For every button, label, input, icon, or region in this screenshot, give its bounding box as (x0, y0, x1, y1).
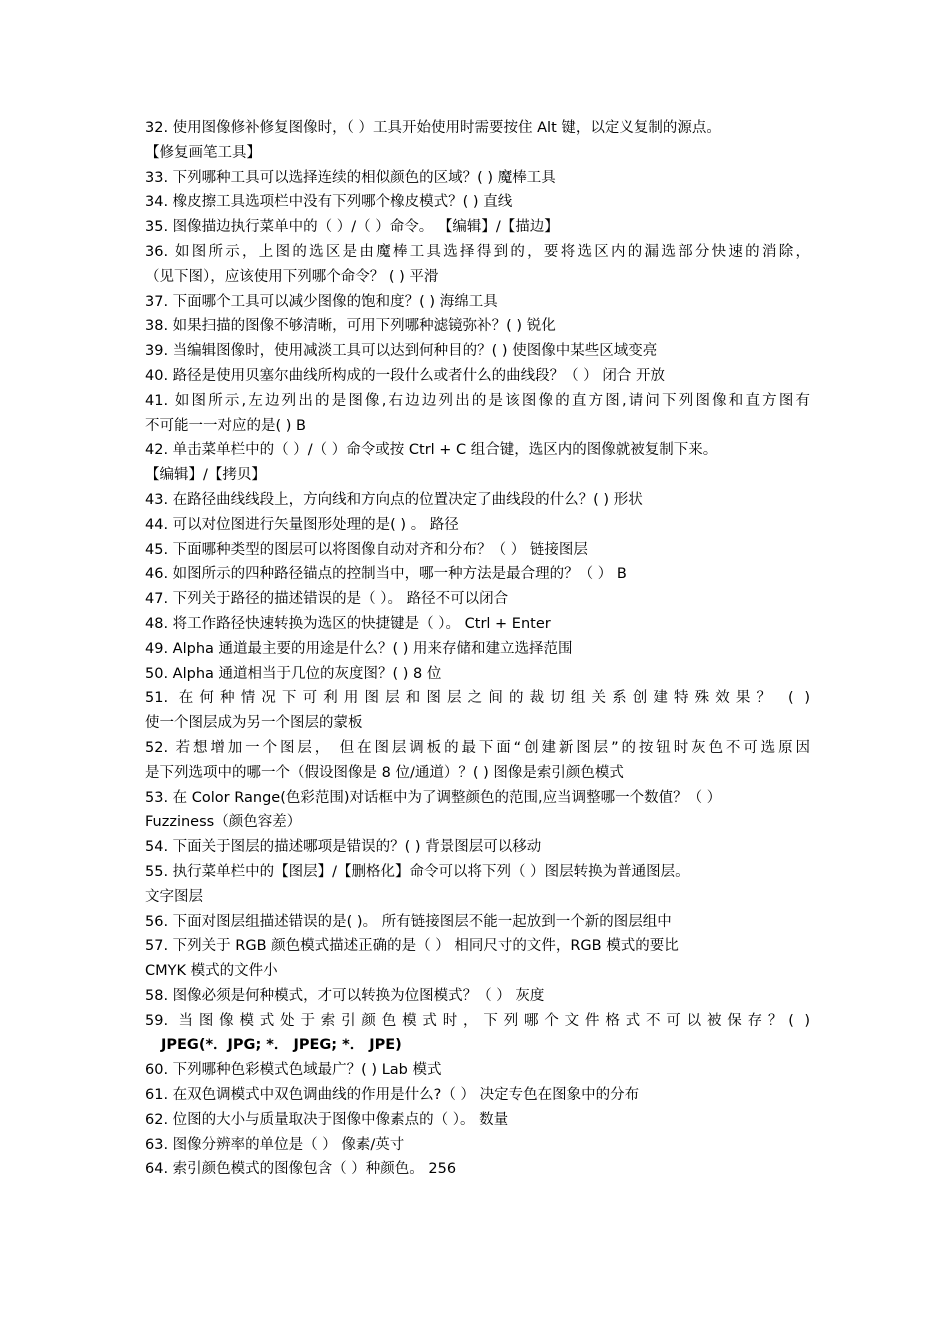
question-52-cont: 是下列选项中的哪一个（假设图像是 8 位/通道）？( ) 图像是索引颜色模式 (145, 764, 624, 781)
document-page (145, 116, 810, 1182)
question-54: 54. 下面关于图层的描述哪项是错误的？( ) 背景图层可以移动 (145, 839, 542, 856)
answer-51: 使一个图层成为另一个图层的蒙板 (145, 715, 363, 732)
answer-59: JPEG(*．JPG; *． JPEG; *． JPE) (161, 1037, 402, 1054)
question-58: 58. 图像必须是何种模式，才可以转换为位图模式？（ ） 灰度 (145, 987, 545, 1004)
answer-57: CMYK 模式的文件小 (145, 963, 278, 980)
question-43: 43. 在路径曲线线段上，方向线和方向点的位置决定了曲线段的什么？( ) 形状 (145, 491, 643, 508)
question-59: 59. 当图像模式处于索引颜色模式时，下列哪个文件格式不可以被保存？( ) (145, 1012, 810, 1029)
answer-53: Fuzziness（颜色容差） (145, 814, 302, 831)
question-41-cont: 不可能一一对应的是( ) B (145, 417, 306, 434)
question-57: 57. 下列关于 RGB 颜色模式描述正确的是（ ） 相同尺寸的文件，RGB 模式的要比 (145, 938, 679, 955)
question-50: 50. Alpha 通道相当于几位的灰度图？( ) 8 位 (145, 665, 442, 682)
question-49: 49. Alpha 通道最主要的用途是什么？( ) 用来存储和建立选择范围 (145, 640, 573, 657)
question-51: 51. 在何种情况下可利用图层和图层之间的裁切组关系创建特殊效果？ ( ) (145, 690, 810, 707)
question-61: 61. 在双色调模式中双色调曲线的作用是什么?（ ） 决定专色在图象中的分布 (145, 1087, 640, 1104)
question-48: 48. 将工作路径快速转换为选区的快捷键是（ ）。 Ctrl + Enter (145, 615, 551, 632)
question-36: 36. 如图所示，上图的选区是由魔棒工具选择得到的，要将选区内的漏选部分快速的消除， (145, 243, 810, 260)
question-40: 40. 路径是使用贝塞尔曲线所构成的一段什么或者什么的曲线段？（ ） 闭合 开放 (145, 367, 665, 384)
answer-42: 【编辑】/【拷贝】 (145, 467, 266, 484)
question-55: 55. 执行菜单栏中的【图层】/【删格化】命令可以将下列（ ）图层转换为普通图层。 (145, 863, 690, 880)
answer-32: 【修复画笔工具】 (145, 144, 261, 161)
question-64: 64. 索引颜色模式的图像包含（ ）种颜色。 256 (145, 1161, 457, 1178)
question-47: 47. 下列关于路径的描述错误的是（ ）。 路径不可以闭合 (145, 591, 509, 608)
question-45: 45. 下面哪种类型的图层可以将图像自动对齐和分布？（ ） 链接图层 (145, 541, 588, 558)
question-35: 35. 图像描边执行菜单中的（ ）/（ ）命令。 【编辑】/【描边】 (145, 219, 559, 236)
question-60: 60. 下列哪种色彩模式色域最广？( ) Lab 模式 (145, 1062, 442, 1079)
question-36-cont: （见下图），应该使用下列哪个命令？ ( ) 平滑 (145, 268, 439, 285)
question-37: 37. 下面哪个工具可以减少图像的饱和度？( ) 海绵工具 (145, 293, 498, 310)
question-41: 41. 如图所示,左边列出的是图像,右边边列出的是该图像的直方图,请问下列图像和直方图有 (145, 392, 810, 409)
question-52: 52. 若想增加一个图层， 但在图层调板的最下面“创建新图层”的按钮时灰色不可选原因 (145, 739, 810, 756)
answer-55: 文字图层 (145, 888, 203, 905)
question-56: 56. 下面对图层组描述错误的是( )。 所有链接图层不能一起放到一个新的图层组中 (145, 913, 672, 930)
question-33: 33. 下列哪种工具可以选择连续的相似颜色的区域？( ) 魔棒工具 (145, 169, 556, 186)
question-34: 34. 橡皮擦工具选项栏中没有下列哪个橡皮模式？( ) 直线 (145, 194, 513, 211)
question-53: 53. 在 Color Range(色彩范围)对话框中为了调整颜色的范围,应当调整哪一个数值？（ ） (145, 789, 722, 806)
question-39: 39. 当编辑图像时，使用减淡工具可以达到何种目的？( ) 使图像中某些区域变亮 (145, 343, 658, 360)
question-38: 38. 如果扫描的图像不够清晰，可用下列哪种滤镜弥补？( ) 锐化 (145, 318, 556, 335)
question-32: 32. 使用图像修补修复图像时，（ ）工具开始使用时需要按住 Alt 键，以定义复制的源点。 (145, 120, 721, 136)
question-62: 62. 位图的大小与质量取决于图像中像素点的（ ）。 数量 (145, 1111, 509, 1128)
question-46: 46. 如图所示的四种路径锚点的控制当中，哪一种方法是最合理的？（ ） B (145, 566, 627, 583)
question-44: 44. 可以对位图进行矢量图形处理的是( ) 。 路径 (145, 516, 459, 533)
question-63: 63. 图像分辨率的单位是（ ） 像素/英寸 (145, 1136, 405, 1153)
question-42: 42. 单击菜单栏中的（ ）/（ ）命令或按 Ctrl + C 组合键，选区内的图像就被复制下来。 (145, 442, 718, 459)
